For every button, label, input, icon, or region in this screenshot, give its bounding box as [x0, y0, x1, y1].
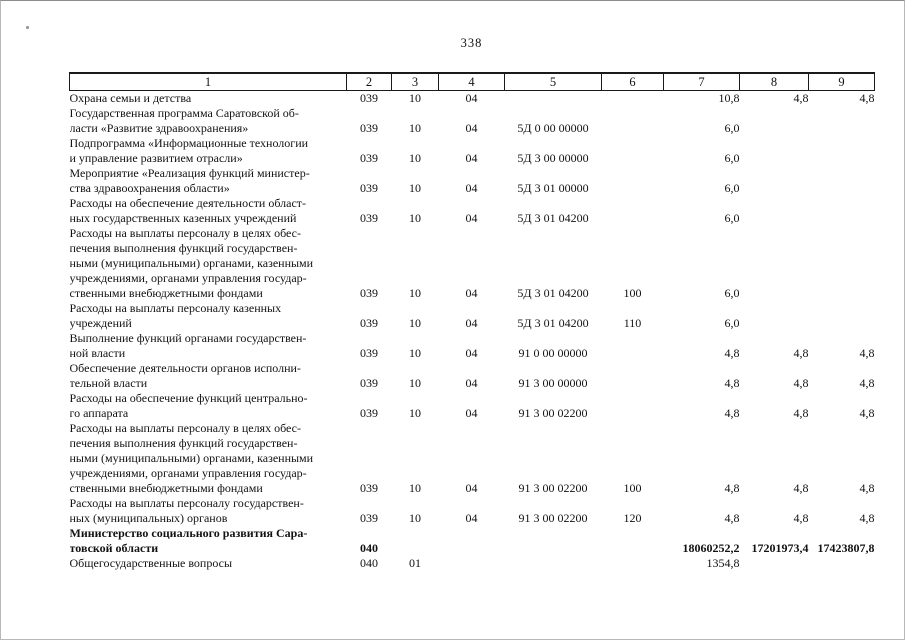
cell-col-9: [809, 106, 875, 136]
cell-col-4: 04: [465, 406, 478, 420]
cell-col-4: 04: [465, 211, 478, 225]
cell-col-7: 10,8: [718, 91, 740, 105]
header-col-7: 7: [664, 73, 740, 91]
cell-col-4: 04: [465, 346, 478, 360]
cell-col-2: 040: [360, 541, 378, 555]
cell-col-8: 4,8: [793, 511, 809, 525]
cell-col-8: 4,8: [793, 346, 809, 360]
scan-artifact-dot: [26, 26, 29, 29]
cell-col-9: [809, 556, 875, 571]
row-name-line: Общегосударственные вопросы: [69, 556, 233, 570]
row-name-cell: [70, 166, 347, 196]
cell-col-3: 10: [409, 346, 421, 360]
cell-col-8: 4,8: [793, 376, 809, 390]
row-name-line: ственными внебюджетными фондами: [69, 286, 263, 300]
cell-col-3: 10: [409, 316, 421, 330]
cell-col-6: [602, 196, 664, 226]
cell-col-5: 91 3 00 02200: [518, 481, 588, 495]
cell-col-7: 4,8: [724, 406, 740, 420]
row-name-line: Государственная программа Саратовской об-: [69, 106, 299, 120]
cell-col-6: [602, 166, 664, 196]
cell-col-7: 6,0: [724, 211, 740, 225]
table-row: [70, 136, 875, 166]
cell-col-8: [740, 226, 809, 301]
cell-col-2: 039: [360, 406, 378, 420]
row-name-line: Мероприятие «Реализация функций министер-: [69, 166, 310, 180]
cell-col-2: 039: [360, 286, 378, 300]
row-name-cell: [70, 301, 347, 331]
cell-col-5: 91 3 00 00000: [518, 376, 588, 390]
table-row: [70, 196, 875, 226]
cell-col-3: 10: [409, 376, 421, 390]
row-name-line: Расходы на выплаты персоналу казенных: [69, 301, 282, 315]
cell-col-9: 4,8: [859, 511, 875, 525]
row-name-line: ства здравоохранения области»: [69, 181, 230, 195]
table-row: [70, 421, 875, 496]
row-name-cell: [70, 496, 347, 526]
cell-col-5: 5Д 3 01 00000: [517, 181, 589, 195]
cell-col-2: 039: [360, 181, 378, 195]
cell-col-4: [439, 526, 505, 556]
table-body: [70, 91, 875, 572]
cell-col-9: 17423807,8: [817, 541, 875, 555]
table-row: [70, 526, 875, 556]
header-col-1: 1: [70, 73, 347, 91]
cell-col-6: [602, 136, 664, 166]
row-name-line: и управление развитием отрасли»: [69, 151, 243, 165]
header-col-4: 4: [439, 73, 505, 91]
cell-col-2: 039: [360, 511, 378, 525]
row-name-cell: [70, 421, 347, 496]
cell-col-2: 039: [360, 316, 378, 330]
cell-col-8: 17201973,4: [751, 541, 809, 555]
cell-col-9: [809, 301, 875, 331]
table-row: [70, 331, 875, 361]
cell-col-4: 04: [465, 286, 478, 300]
row-name-line: учреждений: [69, 316, 132, 330]
row-name-line: ных (муниципальных) органов: [69, 511, 228, 525]
cell-col-7: 6,0: [724, 316, 740, 330]
cell-col-6: [602, 106, 664, 136]
cell-col-6: 110: [623, 316, 642, 330]
cell-col-3: [392, 526, 439, 556]
cell-col-5: 5Д 3 01 04200: [517, 286, 589, 300]
cell-col-9: [809, 196, 875, 226]
row-name-cell: [70, 331, 347, 361]
header-col-6: 6: [602, 73, 664, 91]
row-name-cell: [70, 526, 347, 556]
row-name-line: ственными внебюджетными фондами: [69, 481, 263, 495]
table-row: [70, 361, 875, 391]
cell-col-6: 120: [623, 511, 642, 525]
cell-col-7: 6,0: [724, 181, 740, 195]
cell-col-5: 5Д 3 01 04200: [517, 316, 589, 330]
cell-col-9: 4,8: [859, 406, 875, 420]
row-name-line: тельной власти: [69, 376, 148, 390]
cell-col-8: 4,8: [793, 406, 809, 420]
cell-col-4: 04: [465, 151, 478, 165]
row-name-cell: [70, 106, 347, 136]
row-name-line: го аппарата: [69, 406, 129, 420]
row-name-line: Выполнение функций органами государствен-: [69, 331, 307, 345]
cell-col-4: 04: [465, 91, 478, 105]
row-name-cell: [70, 196, 347, 226]
cell-col-6: 100: [623, 286, 642, 300]
cell-col-6: [602, 91, 664, 107]
cell-col-8: 4,8: [793, 91, 809, 105]
row-name-line: товской области: [69, 541, 159, 555]
cell-col-6: [602, 526, 664, 556]
cell-col-9: 4,8: [859, 376, 875, 390]
cell-col-7: 4,8: [724, 376, 740, 390]
cell-col-6: [602, 361, 664, 391]
cell-col-3: 10: [409, 481, 421, 495]
cell-col-2: 039: [360, 346, 378, 360]
cell-col-4: 04: [465, 181, 478, 195]
cell-col-5: 5Д 0 00 00000: [517, 121, 589, 135]
table-row: [70, 496, 875, 526]
cell-col-6: [602, 331, 664, 361]
table-row: [70, 91, 875, 107]
row-name-line: Расходы на выплаты персоналу государствен-: [69, 496, 304, 510]
cell-col-4: 04: [465, 376, 478, 390]
row-name-line: ными (муниципальными) органами, казенными: [69, 451, 314, 465]
cell-col-4: [439, 556, 505, 571]
cell-col-2: 039: [360, 121, 378, 135]
row-name-line: ласти «Развитие здравоохранения»: [69, 121, 249, 135]
row-name-line: ной власти: [69, 346, 126, 360]
cell-col-3: 10: [409, 181, 421, 195]
cell-col-2: 039: [360, 376, 378, 390]
row-name-cell: [70, 226, 347, 301]
cell-col-5: [505, 91, 602, 107]
header-col-5: 5: [505, 73, 602, 91]
table-row: [70, 391, 875, 421]
row-name-line: Расходы на выплаты персоналу в целях обес-: [69, 421, 301, 435]
cell-col-3: 10: [409, 91, 421, 105]
cell-col-7: 4,8: [724, 511, 740, 525]
row-name-cell: [70, 91, 347, 107]
cell-col-9: [809, 136, 875, 166]
row-name-cell: [70, 361, 347, 391]
row-name-line: ными (муниципальными) органами, казенными: [69, 256, 314, 270]
cell-col-9: 4,8: [859, 91, 875, 105]
cell-col-8: 4,8: [793, 481, 809, 495]
table-row: [70, 166, 875, 196]
cell-col-3: 10: [409, 511, 421, 525]
header-col-2: 2: [347, 73, 392, 91]
row-name-line: Расходы на обеспечение деятельности област-: [69, 196, 307, 210]
cell-col-4: 04: [465, 511, 478, 525]
cell-col-7: 1354,8: [706, 556, 740, 570]
cell-col-8: [740, 106, 809, 136]
row-name-cell: [70, 391, 347, 421]
table-row: [70, 301, 875, 331]
table-row: [70, 106, 875, 136]
cell-col-3: 10: [409, 121, 421, 135]
cell-col-5: 5Д 3 00 00000: [517, 151, 589, 165]
row-name-cell: [70, 136, 347, 166]
page-number: 338: [460, 36, 483, 50]
cell-col-6: [602, 556, 664, 571]
cell-col-7: 6,0: [724, 121, 740, 135]
cell-col-7: 6,0: [724, 151, 740, 165]
table-header-row: [70, 73, 875, 91]
cell-col-5: [505, 556, 602, 571]
cell-col-5: 91 0 00 00000: [518, 346, 588, 360]
cell-col-2: 040: [360, 556, 378, 570]
cell-col-5: 5Д 3 01 04200: [517, 211, 589, 225]
cell-col-8: [740, 166, 809, 196]
cell-col-5: 91 3 00 02200: [518, 511, 588, 525]
row-name-line: Расходы на выплаты персоналу в целях обес-: [69, 226, 301, 240]
cell-col-7: 6,0: [724, 286, 740, 300]
cell-col-5: 91 3 00 02200: [518, 406, 588, 420]
cell-col-8: [740, 136, 809, 166]
row-name-line: печения выполнения функций государствен-: [69, 241, 298, 255]
row-name-line: Подпрограмма «Информационные технологии: [69, 136, 309, 150]
cell-col-2: 039: [360, 91, 378, 105]
cell-col-7: 4,8: [724, 481, 740, 495]
header-col-3: 3: [392, 73, 439, 91]
cell-col-9: 4,8: [859, 481, 875, 495]
cell-col-2: 039: [360, 481, 378, 495]
row-name-line: Министерство социального развития Сара-: [69, 526, 308, 540]
row-name-line: учреждениями, органами управления государ-: [69, 271, 307, 285]
table-row: [70, 226, 875, 301]
cell-col-8: [740, 196, 809, 226]
header-col-8: 8: [740, 73, 809, 91]
cell-col-4: 04: [465, 121, 478, 135]
cell-col-3: 10: [409, 211, 421, 225]
cell-col-7: 4,8: [724, 346, 740, 360]
cell-col-2: 039: [360, 151, 378, 165]
cell-col-9: [809, 166, 875, 196]
cell-col-4: 04: [465, 481, 478, 495]
row-name-cell: [70, 556, 347, 571]
cell-col-3: 10: [409, 151, 421, 165]
row-name-line: ных государственных казенных учреждений: [69, 211, 297, 225]
cell-col-6: 100: [623, 481, 642, 495]
cell-col-8: [740, 301, 809, 331]
cell-col-3: 10: [409, 406, 421, 420]
row-name-line: Расходы на обеспечение функций центрально-: [69, 391, 308, 405]
cell-col-8: [740, 556, 809, 571]
row-name-line: Обеспечение деятельности органов исполни-: [69, 361, 301, 375]
cell-col-9: 4,8: [859, 346, 875, 360]
cell-col-6: [602, 391, 664, 421]
cell-col-2: 039: [360, 211, 378, 225]
table-row: [70, 556, 875, 571]
cell-col-4: 04: [465, 316, 478, 330]
cell-col-3: 01: [409, 556, 421, 570]
row-name-line: печения выполнения функций государствен-: [69, 436, 298, 450]
row-name-line: Охрана семьи и детства: [69, 91, 192, 105]
cell-col-3: 10: [409, 286, 421, 300]
header-col-9: 9: [809, 73, 875, 91]
cell-col-5: [505, 526, 602, 556]
cell-col-9: [809, 226, 875, 301]
budget-table: [69, 72, 875, 571]
cell-col-7: 18060252,2: [682, 541, 740, 555]
row-name-line: учреждениями, органами управления государ-: [69, 466, 307, 480]
